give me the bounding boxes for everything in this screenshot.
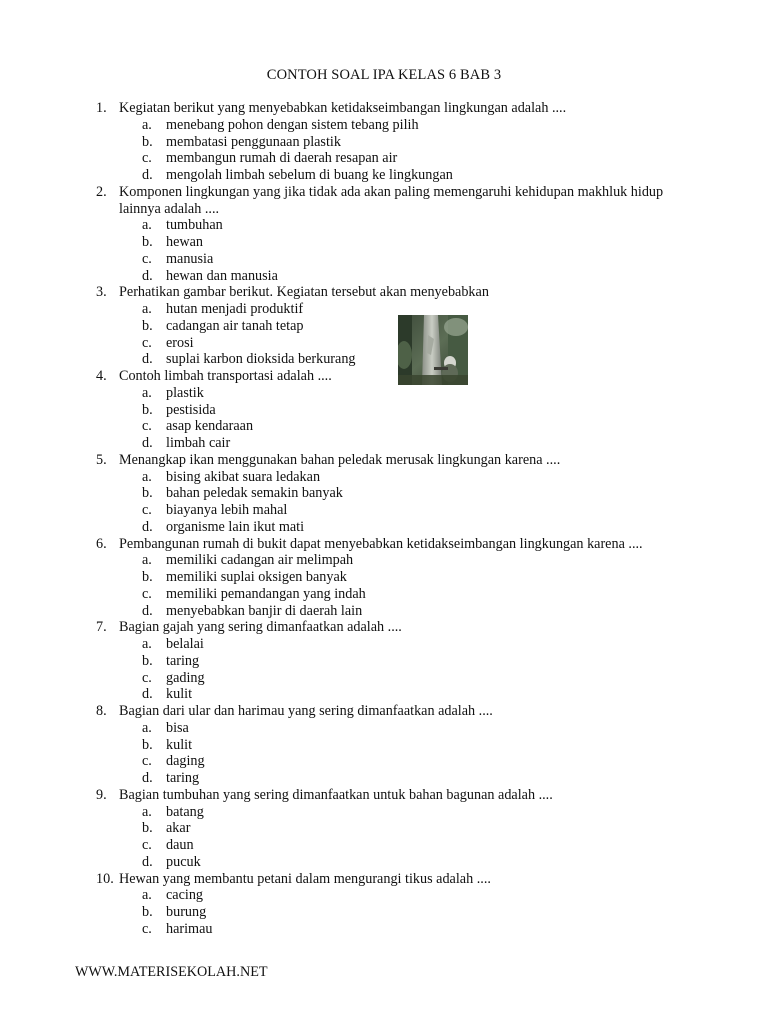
answer-option xyxy=(0,485,768,502)
option-list xyxy=(0,552,768,619)
option-text: bahan peledak semakin banyak xyxy=(166,485,343,502)
answer-option xyxy=(0,552,768,569)
option-text: batang xyxy=(166,803,204,820)
option-text: biayanya lebih mahal xyxy=(166,502,288,518)
option-text: memiliki pemandangan yang indah xyxy=(166,585,366,602)
option-text: cadangan air tanah tetap xyxy=(166,317,304,334)
option-letter: a. xyxy=(142,552,152,569)
answer-option xyxy=(0,351,768,368)
option-list xyxy=(0,385,768,452)
option-text: hewan xyxy=(166,234,204,250)
option-letter: c. xyxy=(142,837,152,853)
question-number: 3. xyxy=(96,284,107,301)
question-item xyxy=(0,787,768,871)
option-letter: c. xyxy=(142,920,152,937)
option-list xyxy=(0,636,768,703)
answer-option xyxy=(0,770,768,787)
option-letter: a. xyxy=(142,384,152,401)
option-letter: b. xyxy=(142,317,153,334)
option-letter: c. xyxy=(142,753,152,770)
option-letter: a. xyxy=(142,719,152,736)
answer-option xyxy=(0,837,768,854)
option-text: kulit xyxy=(166,736,193,753)
question-text: Kegiatan berikut yang menyebabkan ketidakseimbangan lingkungan adalah .... xyxy=(119,100,567,116)
option-letter: b. xyxy=(142,736,153,753)
question-text: Perhatikan gambar berikut. Kegiatan tersebut akan menyebabkan xyxy=(119,284,489,301)
answer-option xyxy=(0,753,768,770)
option-letter: c. xyxy=(142,250,152,267)
answer-option xyxy=(0,435,768,452)
option-text: bisa xyxy=(166,719,189,736)
option-text: mengolah limbah sebelum di buang ke lingkungan xyxy=(166,167,453,183)
question-list xyxy=(0,100,768,938)
option-text: memiliki suplai oksigen banyak xyxy=(166,569,347,585)
answer-option xyxy=(0,586,768,603)
option-text: bising akibat suara ledakan xyxy=(166,468,321,485)
question-text: Pembangunan rumah di bukit dapat menyebabkan ketidakseimbangan lingkungan karena .... xyxy=(119,535,643,552)
answer-option xyxy=(0,686,768,703)
question-number: 1. xyxy=(96,100,107,116)
option-letter: a. xyxy=(142,803,152,820)
question-number: 5. xyxy=(96,451,107,468)
option-list xyxy=(0,469,768,536)
answer-option xyxy=(0,720,768,737)
answer-option xyxy=(0,217,768,234)
answer-option xyxy=(0,469,768,486)
question-number: 9. xyxy=(96,786,107,803)
option-list xyxy=(0,117,768,184)
option-letter: b. xyxy=(142,401,153,418)
answer-option xyxy=(0,921,768,938)
option-text: kulit xyxy=(166,686,193,703)
option-text: tumbuhan xyxy=(166,217,223,234)
option-letter: a. xyxy=(142,636,152,652)
question-text: Bagian gajah yang sering dimanfaatkan adalah .... xyxy=(119,619,402,636)
option-list xyxy=(0,887,768,937)
option-letter: d. xyxy=(142,351,153,368)
option-letter: b. xyxy=(142,820,153,837)
answer-option xyxy=(0,603,768,620)
question-item xyxy=(0,184,768,285)
option-letter: a. xyxy=(142,217,152,234)
option-letter: a. xyxy=(142,301,152,317)
option-text: daging xyxy=(166,753,205,770)
option-text: manusia xyxy=(166,250,214,267)
question-number: 8. xyxy=(96,703,107,719)
option-text: organisme lain ikut mati xyxy=(166,518,305,535)
option-letter: c. xyxy=(142,669,152,686)
option-text: limbah cair xyxy=(166,435,231,451)
question-item xyxy=(0,452,768,536)
question-item xyxy=(0,871,768,938)
option-letter: d. xyxy=(142,167,153,183)
answer-option xyxy=(0,402,768,419)
option-text: hutan menjadi produktif xyxy=(166,301,304,317)
answer-option xyxy=(0,804,768,821)
answer-option xyxy=(0,502,768,519)
answer-option xyxy=(0,569,768,586)
answer-option xyxy=(0,134,768,151)
answer-option xyxy=(0,335,768,352)
question-number: 7. xyxy=(96,619,107,636)
answer-option xyxy=(0,418,768,435)
answer-option xyxy=(0,519,768,536)
answer-option xyxy=(0,820,768,837)
answer-option xyxy=(0,737,768,754)
question-number: 4. xyxy=(96,368,107,384)
option-list xyxy=(0,804,768,871)
option-letter: b. xyxy=(142,652,153,669)
option-letter: c. xyxy=(142,150,152,167)
question-text: Contoh limbah transportasi adalah .... xyxy=(119,368,332,384)
option-text: cacing xyxy=(166,887,204,904)
answer-option xyxy=(0,117,768,134)
answer-option xyxy=(0,318,768,335)
option-text: taring xyxy=(166,652,200,669)
option-letter: d. xyxy=(142,853,153,870)
answer-option xyxy=(0,653,768,670)
option-letter: c. xyxy=(142,334,152,351)
option-text: memiliki cadangan air melimpah xyxy=(166,552,354,569)
option-text: gading xyxy=(166,669,205,686)
option-text: akar xyxy=(166,820,191,837)
question-number: 6. xyxy=(96,535,107,552)
option-letter: a. xyxy=(142,887,152,904)
option-text: membatasi penggunaan plastik xyxy=(166,133,341,150)
question-text: Komponen lingkungan yang jika tidak ada akan paling memengaruhi kehidupan makhluk hidup lainnya adalah .... xyxy=(119,183,664,217)
answer-option xyxy=(0,636,768,653)
question-text: Hewan yang membantu petani dalam mengurangi tikus adalah .... xyxy=(119,870,491,887)
answer-option xyxy=(0,150,768,167)
option-text: pucuk xyxy=(166,853,201,870)
option-list xyxy=(0,720,768,787)
option-text: belalai xyxy=(166,636,204,652)
option-letter: c. xyxy=(142,418,152,435)
option-letter: d. xyxy=(142,435,153,451)
option-text: plastik xyxy=(166,384,204,401)
option-letter: d. xyxy=(142,686,153,703)
option-letter: c. xyxy=(142,585,152,602)
option-list xyxy=(0,217,768,284)
option-letter: b. xyxy=(142,569,153,585)
question-number: 2. xyxy=(96,183,107,200)
option-text: daun xyxy=(166,837,194,853)
option-letter: a. xyxy=(142,116,152,133)
option-text: harimau xyxy=(166,920,213,937)
option-text: menyebabkan banjir di daerah lain xyxy=(166,602,363,619)
footer-website: WWW.MATERISEKOLAH.NET xyxy=(75,964,268,980)
option-letter: c. xyxy=(142,502,152,518)
answer-option xyxy=(0,385,768,402)
question-text: Menangkap ikan menggunakan bahan peledak merusak lingkungan karena .... xyxy=(119,451,561,468)
option-text: taring xyxy=(166,770,200,786)
option-letter: a. xyxy=(142,468,152,485)
option-list xyxy=(0,301,768,368)
option-letter: d. xyxy=(142,602,153,619)
option-letter: d. xyxy=(142,267,153,284)
answer-option xyxy=(0,234,768,251)
question-item xyxy=(0,619,768,703)
option-letter: b. xyxy=(142,485,153,502)
question-item xyxy=(0,703,768,787)
option-text: membangun rumah di daerah resapan air xyxy=(166,150,398,167)
answer-option xyxy=(0,854,768,871)
option-letter: d. xyxy=(142,518,153,535)
answer-option xyxy=(0,887,768,904)
option-letter: b. xyxy=(142,133,153,150)
answer-option xyxy=(0,268,768,285)
option-text: burung xyxy=(166,904,207,920)
question-text: Bagian tumbuhan yang sering dimanfaatkan untuk bahan bagunan adalah .... xyxy=(119,786,553,803)
question-item xyxy=(0,284,768,368)
answer-option xyxy=(0,904,768,921)
answer-option xyxy=(0,301,768,318)
question-number: 10. xyxy=(96,870,114,887)
answer-option xyxy=(0,167,768,184)
option-letter: b. xyxy=(142,904,153,920)
option-letter: b. xyxy=(142,234,153,250)
logging-photo-icon xyxy=(398,315,468,385)
answer-option xyxy=(0,251,768,268)
option-text: pestisida xyxy=(166,401,216,418)
page-title: CONTOH SOAL IPA KELAS 6 BAB 3 xyxy=(266,67,502,83)
option-text: suplai karbon dioksida berkurang xyxy=(166,351,356,368)
option-text: asap kendaraan xyxy=(166,418,254,435)
option-letter: d. xyxy=(142,770,153,786)
answer-option xyxy=(0,670,768,687)
question-item xyxy=(0,536,768,620)
option-text: erosi xyxy=(166,334,194,351)
option-text: hewan dan manusia xyxy=(166,267,278,284)
question-item xyxy=(0,100,768,184)
option-text: menebang pohon dengan sistem tebang pilih xyxy=(166,116,419,133)
question-item xyxy=(0,368,768,452)
question-text: Bagian dari ular dan harimau yang sering dimanfaatkan adalah .... xyxy=(119,703,493,719)
